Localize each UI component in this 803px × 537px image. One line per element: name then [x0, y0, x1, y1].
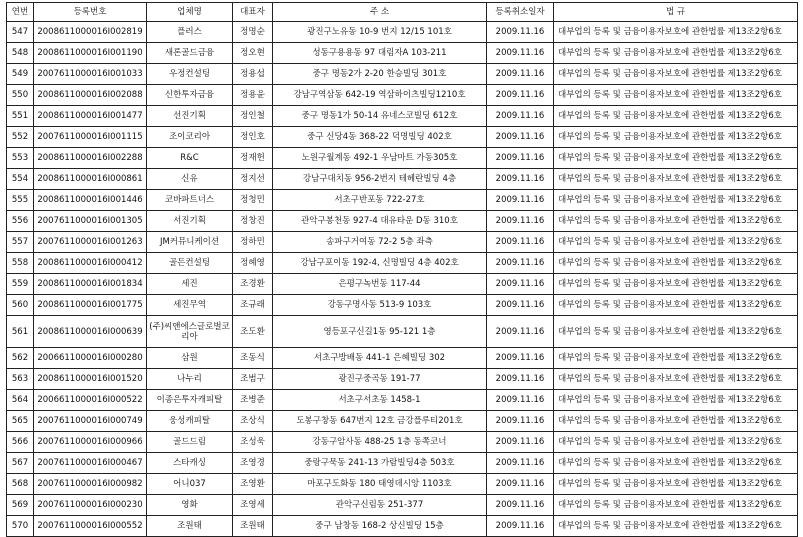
cell-representative: 조경환 — [233, 274, 273, 295]
cell-law: 대부업의 등록 및 금융이용자보호에 관한법률 제13조2항6호 — [554, 85, 798, 106]
cell-cancel-date: 2009.11.16 — [487, 106, 554, 127]
cell-representative: 정혜영 — [233, 253, 273, 274]
cell-reg-number: 2007611000016I001263 — [34, 232, 147, 253]
cell-company: R&C — [147, 148, 233, 169]
cell-cancel-date: 2009.11.16 — [487, 274, 554, 295]
cell-reg-number: 2008611000016I000412 — [34, 253, 147, 274]
cell-cancel-date: 2009.11.16 — [487, 85, 554, 106]
cell-company: 삼원 — [147, 348, 233, 369]
cell-law: 대부업의 등록 및 금융이용자보호에 관한법률 제13조2항6호 — [554, 190, 798, 211]
cell-reg-number: 2007611000016I000966 — [34, 432, 147, 453]
table-row — [7, 127, 798, 148]
cell-cancel-date: 2009.11.16 — [487, 295, 554, 316]
cell-representative: 정인철 — [233, 106, 273, 127]
cell-address: 강남구역삼동 642-19 역삼하이츠빌딩1210호 — [273, 85, 487, 106]
cell-law: 대부업의 등록 및 금융이용자보호에 관한법률 제13조2항6호 — [554, 274, 798, 295]
header-representative: 대표자 — [233, 3, 273, 22]
cell-cancel-date: 2009.11.16 — [487, 43, 554, 64]
table-row — [7, 253, 798, 274]
cell-company: 골든컨설팅 — [147, 253, 233, 274]
cell-no: 547 — [7, 22, 34, 43]
cell-representative: 정용윤 — [233, 85, 273, 106]
cell-representative: 정하민 — [233, 232, 273, 253]
cell-representative: 조영경 — [233, 453, 273, 474]
cell-law: 대부업의 등록 및 금융이용자보호에 관한법률 제13조2항6호 — [554, 295, 798, 316]
cell-no: 556 — [7, 211, 34, 232]
cell-representative: 정용섭 — [233, 64, 273, 85]
cell-representative: 조규래 — [233, 295, 273, 316]
table-row — [7, 211, 798, 232]
cell-company: JM커뮤니케이션 — [147, 232, 233, 253]
cell-company: 어니037 — [147, 474, 233, 495]
table-row — [7, 190, 798, 211]
table-row — [7, 295, 798, 316]
cell-no: 550 — [7, 85, 34, 106]
cell-cancel-date: 2009.11.16 — [487, 432, 554, 453]
cell-no: 564 — [7, 390, 34, 411]
cell-no: 565 — [7, 411, 34, 432]
cell-law: 대부업의 등록 및 금융이용자보호에 관한법률 제13조2항6호 — [554, 316, 798, 348]
cell-representative: 조병준 — [233, 390, 273, 411]
cell-reg-number: 2007611000016I001115 — [34, 127, 147, 148]
cell-reg-number: 2008611000016I001520 — [34, 369, 147, 390]
cell-company: 영화 — [147, 495, 233, 516]
cell-cancel-date: 2009.11.16 — [487, 348, 554, 369]
cell-company: 웅성캐피탈 — [147, 411, 233, 432]
cell-address: 광진구중곡동 191-77 — [273, 369, 487, 390]
table-row — [7, 432, 798, 453]
cell-reg-number: 2007611000016I001033 — [34, 64, 147, 85]
cell-address: 서초구서초동 1458-1 — [273, 390, 487, 411]
registry-sheet — [6, 2, 798, 537]
cell-reg-number: 2008611000016I002288 — [34, 148, 147, 169]
cell-cancel-date: 2009.11.16 — [487, 390, 554, 411]
cell-no: 560 — [7, 295, 34, 316]
cell-cancel-date: 2009.11.16 — [487, 22, 554, 43]
cell-representative: 조동식 — [233, 348, 273, 369]
table-row — [7, 43, 798, 64]
header-row — [7, 3, 798, 22]
cell-no: 558 — [7, 253, 34, 274]
cell-cancel-date: 2009.11.16 — [487, 495, 554, 516]
cell-law: 대부업의 등록 및 금융이용자보호에 관한법률 제13조2항6호 — [554, 169, 798, 190]
table-row — [7, 169, 798, 190]
cell-law: 대부업의 등록 및 금융이용자보호에 관한법률 제13조2항6호 — [554, 232, 798, 253]
cell-cancel-date: 2009.11.16 — [487, 369, 554, 390]
table-row — [7, 316, 798, 348]
cell-address: 서초구방배동 441-1 은혜빌딩 302 — [273, 348, 487, 369]
cell-cancel-date: 2009.11.16 — [487, 64, 554, 85]
cell-address: 강동구명사동 513-9 103호 — [273, 295, 487, 316]
cell-reg-number: 2007611000016I000230 — [34, 495, 147, 516]
cell-address: 광진구노유동 10-9 번지 12/15 101호 — [273, 22, 487, 43]
cell-address: 송파구거여동 72-2 5층 좌측 — [273, 232, 487, 253]
cell-no: 568 — [7, 474, 34, 495]
cell-company: 신유 — [147, 169, 233, 190]
table-body — [7, 22, 798, 537]
header-reg-number: 등록번호 — [34, 3, 147, 22]
cell-no: 563 — [7, 369, 34, 390]
cell-address: 강동구암사동 488-25 1층 동쪽코너 — [273, 432, 487, 453]
cell-no: 561 — [7, 316, 34, 348]
cell-no: 553 — [7, 148, 34, 169]
header-address: 주 소 — [273, 3, 487, 22]
table-row — [7, 85, 798, 106]
cell-representative: 정오현 — [233, 43, 273, 64]
table-row — [7, 106, 798, 127]
cell-cancel-date: 2009.11.16 — [487, 453, 554, 474]
cell-representative: 조영세 — [233, 495, 273, 516]
cell-no: 567 — [7, 453, 34, 474]
cell-representative: 조상식 — [233, 411, 273, 432]
cell-cancel-date: 2009.11.16 — [487, 411, 554, 432]
cell-law: 대부업의 등록 및 금융이용자보호에 관한법률 제13조2항6호 — [554, 453, 798, 474]
table-row — [7, 148, 798, 169]
cell-company: 신한투자금융 — [147, 85, 233, 106]
cell-cancel-date: 2009.11.16 — [487, 316, 554, 348]
cell-address: 중구 명동1가 50-14 유네스코빌딩 612호 — [273, 106, 487, 127]
cell-representative: 정재헌 — [233, 148, 273, 169]
table-row — [7, 453, 798, 474]
cell-law: 대부업의 등록 및 금융이용자보호에 관한법률 제13조2항6호 — [554, 369, 798, 390]
cell-cancel-date: 2009.11.16 — [487, 516, 554, 537]
cell-no: 551 — [7, 106, 34, 127]
cell-representative: 조범구 — [233, 369, 273, 390]
cell-no: 569 — [7, 495, 34, 516]
cell-law: 대부업의 등록 및 금융이용자보호에 관한법률 제13조2항6호 — [554, 411, 798, 432]
cell-representative: 정청민 — [233, 190, 273, 211]
cell-company: (주)씨앤에스글로벌코리아 — [147, 316, 233, 348]
cell-representative: 정인호 — [233, 127, 273, 148]
cell-cancel-date: 2009.11.16 — [487, 232, 554, 253]
cell-company: 스타캐싱 — [147, 453, 233, 474]
cell-reg-number: 2007611000016I000982 — [34, 474, 147, 495]
cell-no: 570 — [7, 516, 34, 537]
cell-no: 554 — [7, 169, 34, 190]
header-law: 법 규 — [554, 3, 798, 22]
cell-law: 대부업의 등록 및 금융이용자보호에 관한법률 제13조2항6호 — [554, 148, 798, 169]
cell-law: 대부업의 등록 및 금융이용자보호에 관한법률 제13조2항6호 — [554, 22, 798, 43]
cell-company: 코바파트너스 — [147, 190, 233, 211]
cell-representative: 정창진 — [233, 211, 273, 232]
cell-address: 중구 신당4동 368-22 덕명빌딩 402호 — [273, 127, 487, 148]
cell-no: 557 — [7, 232, 34, 253]
cell-address: 강남구대치동 956-2번지 테헤란빌딩 4층 — [273, 169, 487, 190]
cell-law: 대부업의 등록 및 금융이용자보호에 관한법률 제13조2항6호 — [554, 253, 798, 274]
cell-company: 서진기획 — [147, 211, 233, 232]
cell-company: 새론골드금융 — [147, 43, 233, 64]
cell-address: 강남구포이동 192-4, 신명빌딩 4층 402호 — [273, 253, 487, 274]
cell-cancel-date: 2009.11.16 — [487, 169, 554, 190]
cell-law: 대부업의 등록 및 금융이용자보호에 관한법률 제13조2항6호 — [554, 348, 798, 369]
cell-address: 노원구월계동 492-1 우남마트 가동305호 — [273, 148, 487, 169]
table-row — [7, 411, 798, 432]
cell-cancel-date: 2009.11.16 — [487, 127, 554, 148]
cell-representative: 조영환 — [233, 474, 273, 495]
table-row — [7, 64, 798, 85]
cell-representative: 조성욱 — [233, 432, 273, 453]
cell-company: 플러스 — [147, 22, 233, 43]
cell-reg-number: 2008611000016I001834 — [34, 274, 147, 295]
cell-law: 대부업의 등록 및 금융이용자보호에 관한법률 제13조2항6호 — [554, 495, 798, 516]
cell-reg-number: 2008611000016I000639 — [34, 316, 147, 348]
cell-representative: 조도환 — [233, 316, 273, 348]
cell-law: 대부업의 등록 및 금융이용자보호에 관한법률 제13조2항6호 — [554, 432, 798, 453]
cell-reg-number: 2008611000016I001775 — [34, 295, 147, 316]
cell-representative: 정명순 — [233, 22, 273, 43]
cell-reg-number: 2008611000016I002088 — [34, 85, 147, 106]
cell-cancel-date: 2009.11.16 — [487, 190, 554, 211]
cell-address: 영등포구신길1동 95-121 1층 — [273, 316, 487, 348]
table-row — [7, 516, 798, 537]
cancellation-table — [6, 2, 798, 537]
cell-address: 중구 명동2가 2-20 한승빌딩 301호 — [273, 64, 487, 85]
cell-reg-number: 2008611000016I002819 — [34, 22, 147, 43]
header-company: 업체명 — [147, 3, 233, 22]
cell-no: 548 — [7, 43, 34, 64]
cell-law: 대부업의 등록 및 금융이용자보호에 관한법률 제13조2항6호 — [554, 127, 798, 148]
cell-address: 마포구도화동 180 태영데시앙 1103호 — [273, 474, 487, 495]
cell-address: 중구 남창동 168-2 상신빌딩 15층 — [273, 516, 487, 537]
table-row — [7, 22, 798, 43]
cell-reg-number: 2007611000016I000467 — [34, 453, 147, 474]
cell-no: 559 — [7, 274, 34, 295]
table-row — [7, 232, 798, 253]
cell-law: 대부업의 등록 및 금융이용자보호에 관한법률 제13조2항6호 — [554, 211, 798, 232]
cell-law: 대부업의 등록 및 금융이용자보호에 관한법률 제13조2항6호 — [554, 106, 798, 127]
cell-reg-number: 2007611000016I000552 — [34, 516, 147, 537]
cell-representative: 조원태 — [233, 516, 273, 537]
cell-company: 나누리 — [147, 369, 233, 390]
table-row — [7, 495, 798, 516]
cell-reg-number: 2007611000016I001305 — [34, 211, 147, 232]
cell-address: 중랑구묵동 241-13 가람빌딩4층 503호 — [273, 453, 487, 474]
table-row — [7, 348, 798, 369]
cell-reg-number: 2006611000016I000522 — [34, 390, 147, 411]
cell-company: 조원태 — [147, 516, 233, 537]
cell-company: 세진 — [147, 274, 233, 295]
cell-reg-number: 2007611000016I000749 — [34, 411, 147, 432]
cell-no: 555 — [7, 190, 34, 211]
cell-law: 대부업의 등록 및 금융이용자보호에 관한법률 제13조2항6호 — [554, 516, 798, 537]
cell-no: 549 — [7, 64, 34, 85]
cell-address: 은평구녹번동 117-44 — [273, 274, 487, 295]
cell-law: 대부업의 등록 및 금융이용자보호에 관한법률 제13조2항6호 — [554, 474, 798, 495]
cell-company: 선진기획 — [147, 106, 233, 127]
cell-company: 조이코리아 — [147, 127, 233, 148]
cell-address: 관악구신림동 251-377 — [273, 495, 487, 516]
cell-cancel-date: 2009.11.16 — [487, 474, 554, 495]
cell-law: 대부업의 등록 및 금융이용자보호에 관한법률 제13조2항6호 — [554, 64, 798, 85]
header-no: 연번 — [7, 3, 34, 22]
cell-company: 이종은투자캐피탈 — [147, 390, 233, 411]
cell-representative: 정지선 — [233, 169, 273, 190]
cell-company: 골드드림 — [147, 432, 233, 453]
cell-address: 성동구용용동 97 대림자A 103-211 — [273, 43, 487, 64]
cell-law: 대부업의 등록 및 금융이용자보호에 관한법률 제13조2항6호 — [554, 390, 798, 411]
cell-reg-number: 2008611000016I001190 — [34, 43, 147, 64]
cell-no: 566 — [7, 432, 34, 453]
cell-reg-number: 2008611000016I001477 — [34, 106, 147, 127]
cell-address: 도봉구창동 647번지 12호 금강플루티201호 — [273, 411, 487, 432]
cell-reg-number: 2008611000016I000861 — [34, 169, 147, 190]
cell-reg-number: 2008611000016I001446 — [34, 190, 147, 211]
table-row — [7, 274, 798, 295]
cell-company: 우정컨설팅 — [147, 64, 233, 85]
cell-no: 552 — [7, 127, 34, 148]
header-cancel-date: 등록취소일자 — [487, 3, 554, 22]
cell-cancel-date: 2009.11.16 — [487, 211, 554, 232]
cell-cancel-date: 2009.11.16 — [487, 148, 554, 169]
table-row — [7, 474, 798, 495]
cell-no: 562 — [7, 348, 34, 369]
cell-law: 대부업의 등록 및 금융이용자보호에 관한법률 제13조2항6호 — [554, 43, 798, 64]
cell-address: 관악구봉천동 927-4 대유타운 D동 310호 — [273, 211, 487, 232]
table-row — [7, 369, 798, 390]
table-row — [7, 390, 798, 411]
cell-company: 세진무역 — [147, 295, 233, 316]
cell-reg-number: 2006611000016I000280 — [34, 348, 147, 369]
cell-cancel-date: 2009.11.16 — [487, 253, 554, 274]
cell-address: 서초구반포동 722-27호 — [273, 190, 487, 211]
